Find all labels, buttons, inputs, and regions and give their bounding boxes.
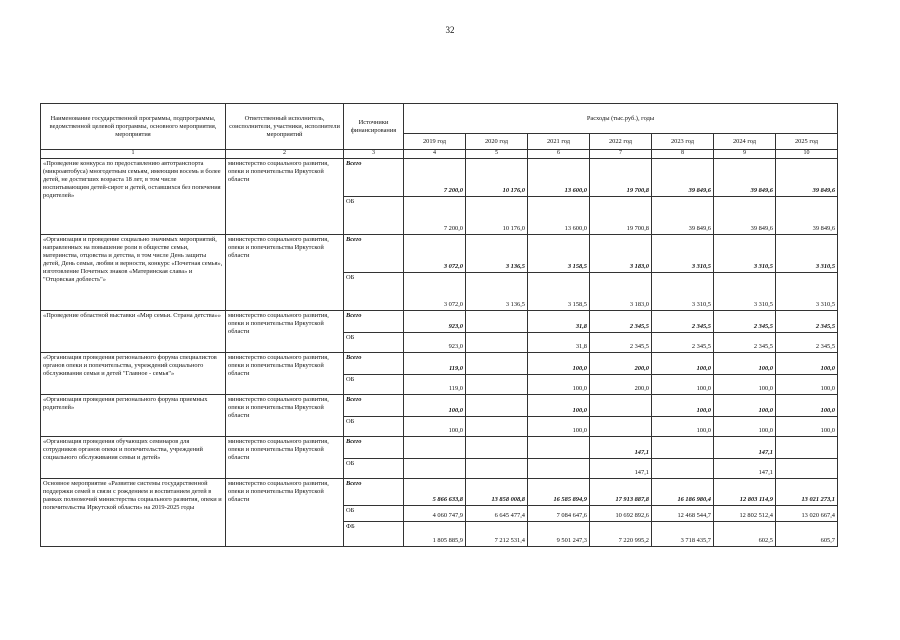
expense-value: 17 913 887,8 (590, 478, 652, 505)
expense-value: 3 310,5 (714, 234, 776, 272)
funding-source: ОБ (344, 272, 404, 310)
expense-value: 100,0 (776, 416, 838, 436)
funding-source: ОБ (344, 332, 404, 352)
expense-value: 2 345,5 (776, 310, 838, 332)
expense-value: 147,1 (714, 458, 776, 478)
expense-value: 2 345,5 (590, 332, 652, 352)
activity-executor: министерство социального развития, опеки и попечительства Иркутской области (226, 352, 344, 394)
expense-value (466, 416, 528, 436)
expense-value: 3 072,0 (404, 272, 466, 310)
expense-value: 39 849,6 (652, 196, 714, 234)
expense-value: 7 084 647,6 (528, 505, 590, 521)
header-year: 2021 год (528, 134, 590, 150)
funding-source: ОБ (344, 196, 404, 234)
expense-value: 100,0 (652, 394, 714, 416)
expense-value: 602,5 (714, 521, 776, 546)
expense-value: 19 700,8 (590, 158, 652, 196)
expense-value (466, 352, 528, 374)
funding-source: ОБ (344, 374, 404, 394)
expense-value: 12 803 114,9 (714, 478, 776, 505)
column-index: 10 (776, 150, 838, 159)
expense-value: 100,0 (714, 374, 776, 394)
header-executor: Ответственный исполнитель, соисполнители, участники, исполнители мероприятий (226, 104, 344, 150)
table-row (41, 394, 838, 416)
header-year: 2022 год (590, 134, 652, 150)
expense-value: 3 310,5 (776, 234, 838, 272)
activity-executor: министерство социального развития, опеки и попечительства Иркутской области (226, 436, 344, 478)
expense-value (466, 310, 528, 332)
column-index: 7 (590, 150, 652, 159)
expense-value: 3 072,0 (404, 234, 466, 272)
funding-source: Всего (344, 436, 404, 458)
expense-value: 100,0 (528, 374, 590, 394)
funding-source: Всего (344, 310, 404, 332)
funding-source: ОБ (344, 505, 404, 521)
header-year: 2019 год (404, 134, 466, 150)
expense-value: 16 585 894,9 (528, 478, 590, 505)
expense-value: 2 345,5 (652, 310, 714, 332)
header-year: 2024 год (714, 134, 776, 150)
expense-value: 2 345,5 (590, 310, 652, 332)
funding-source: ФБ (344, 521, 404, 546)
activity-name: «Проведение конкурса по предоставлению автотранспорта (микроавтобуса) многодетным семьям, имеющим восемь и более детей, не достигших возраста 18 лет, в том числе воспитывающим детей-сирот и детей, оставшихся без попечения родителей» (41, 158, 226, 234)
expense-value: 119,0 (404, 374, 466, 394)
expense-value: 10 692 892,6 (590, 505, 652, 521)
activity-name: «Организация проведения регионального форума специалистов органов опеки и попечительства, учреждений социального обслуживания семьи и детей "Главное - семья"» (41, 352, 226, 394)
column-index: 3 (344, 150, 404, 159)
expense-value (466, 436, 528, 458)
activity-name: «Организация и проведение социально значимых мероприятий, направленных на повышение роли в обществе семьи, материнства, отцовства и детства, в том числе День защиты детей, День семьи, любви и верности, конкурс «Почетная семья», изготовление Почетных знаков «Материнская слава» и "Отцовская доблесть"» (41, 234, 226, 310)
header-source: Источники финансирования (344, 104, 404, 150)
expense-value: 100,0 (776, 374, 838, 394)
expense-value (404, 458, 466, 478)
expense-value: 200,0 (590, 352, 652, 374)
expense-value: 100,0 (714, 416, 776, 436)
expense-value: 5 866 633,8 (404, 478, 466, 505)
header-year: 2025 год (776, 134, 838, 150)
expense-value: 10 176,0 (466, 196, 528, 234)
expense-value: 100,0 (652, 352, 714, 374)
expense-value (776, 458, 838, 478)
activity-executor: министерство социального развития, опеки и попечительства Иркутской области (226, 478, 344, 546)
expense-value: 3 310,5 (776, 272, 838, 310)
expense-value: 2 345,5 (776, 332, 838, 352)
expense-value: 2 345,5 (714, 332, 776, 352)
expense-value: 3 136,5 (466, 234, 528, 272)
expense-value: 13 020 667,4 (776, 505, 838, 521)
column-index: 8 (652, 150, 714, 159)
column-index: 1 (41, 150, 226, 159)
expense-value: 9 501 247,3 (528, 521, 590, 546)
expense-value: 3 183,0 (590, 272, 652, 310)
header-expenses: Расходы (тыс.руб.), годы (404, 104, 838, 134)
expense-value: 12 802 512,4 (714, 505, 776, 521)
expense-value (652, 458, 714, 478)
column-index: 4 (404, 150, 466, 159)
expense-value: 13 858 008,8 (466, 478, 528, 505)
activity-executor: министерство социального развития, опеки и попечительства Иркутской области (226, 394, 344, 436)
activity-executor: министерство социального развития, опеки и попечительства Иркутской области (226, 310, 344, 352)
header-year: 2023 год (652, 134, 714, 150)
table-row (41, 436, 838, 458)
expense-value: 147,1 (714, 436, 776, 458)
expense-value: 100,0 (652, 416, 714, 436)
expense-value: 3 718 435,7 (652, 521, 714, 546)
column-index: 6 (528, 150, 590, 159)
activity-name: «Организация проведения обучающих семинаров для сотрудников органов опеки и попечительства, учреждений социального обслуживания семьи и детей» (41, 436, 226, 478)
expense-value: 16 186 980,4 (652, 478, 714, 505)
expense-value (466, 458, 528, 478)
expense-value: 3 158,5 (528, 272, 590, 310)
activity-executor: министерство социального развития, опеки и попечительства Иркутской области (226, 234, 344, 310)
expense-value: 100,0 (528, 394, 590, 416)
expense-value: 3 158,5 (528, 234, 590, 272)
expense-value: 3 310,5 (652, 272, 714, 310)
expense-value (466, 332, 528, 352)
expense-value: 3 136,5 (466, 272, 528, 310)
table-row (41, 310, 838, 332)
expense-value: 7 220 995,2 (590, 521, 652, 546)
expense-value: 605,7 (776, 521, 838, 546)
expense-value (528, 458, 590, 478)
expense-value: 100,0 (776, 352, 838, 374)
expense-value: 31,8 (528, 332, 590, 352)
expense-value: 13 021 273,1 (776, 478, 838, 505)
expense-value: 7 212 531,4 (466, 521, 528, 546)
expense-value: 147,1 (590, 458, 652, 478)
expense-value: 39 849,6 (714, 158, 776, 196)
expense-value: 100,0 (714, 394, 776, 416)
funding-source: ОБ (344, 416, 404, 436)
expense-value: 1 805 885,9 (404, 521, 466, 546)
funding-source: Всего (344, 234, 404, 272)
expense-value (466, 374, 528, 394)
expense-value: 39 849,6 (776, 158, 838, 196)
page-number: 32 (445, 25, 455, 35)
expense-value: 3 310,5 (714, 272, 776, 310)
expenses-table (40, 103, 838, 547)
column-index: 9 (714, 150, 776, 159)
column-index: 2 (226, 150, 344, 159)
activity-name: Основное мероприятие «Развитие системы государственной поддержки семей в связи с рождением и воспитанием детей в рамках полномочий министерства социального развития, опеки и попечительства Иркутской области» на 2019-2025 годы (41, 478, 226, 546)
expense-value: 100,0 (714, 352, 776, 374)
expense-value (466, 394, 528, 416)
expense-value: 39 849,6 (652, 158, 714, 196)
table-row (41, 352, 838, 374)
expense-value: 7 200,0 (404, 196, 466, 234)
activity-name: «Проведение областной выставки «Мир семьи. Страна детства»» (41, 310, 226, 352)
table-row (41, 234, 838, 272)
activity-executor: министерство социального развития, опеки и попечительства Иркутской области (226, 158, 344, 234)
expense-value: 39 849,6 (776, 196, 838, 234)
funding-source: Всего (344, 352, 404, 374)
expense-value: 12 468 544,7 (652, 505, 714, 521)
expense-value: 39 849,6 (714, 196, 776, 234)
expense-value: 923,0 (404, 332, 466, 352)
expense-value: 200,0 (590, 374, 652, 394)
expense-value: 2 345,5 (714, 310, 776, 332)
expense-value: 2 345,5 (652, 332, 714, 352)
funding-source: Всего (344, 394, 404, 416)
table-row (41, 158, 838, 196)
expense-value: 10 176,0 (466, 158, 528, 196)
header-year: 2020 год (466, 134, 528, 150)
funding-source: ОБ (344, 458, 404, 478)
expense-value: 31,8 (528, 310, 590, 332)
expense-value: 147,1 (590, 436, 652, 458)
expense-value: 100,0 (528, 352, 590, 374)
expense-value: 100,0 (776, 394, 838, 416)
funding-source: Всего (344, 158, 404, 196)
table-row (41, 478, 838, 505)
expense-value (776, 436, 838, 458)
expense-value (404, 436, 466, 458)
expense-value (652, 436, 714, 458)
column-index: 5 (466, 150, 528, 159)
activity-name: «Организация проведения регионального форума приемных родителей» (41, 394, 226, 436)
expense-value: 3 183,0 (590, 234, 652, 272)
expense-value: 100,0 (652, 374, 714, 394)
expense-value: 119,0 (404, 352, 466, 374)
expense-value (528, 436, 590, 458)
expense-value: 100,0 (404, 394, 466, 416)
expense-value (590, 416, 652, 436)
expense-value: 923,0 (404, 310, 466, 332)
expense-value: 13 600,0 (528, 196, 590, 234)
expense-value: 100,0 (404, 416, 466, 436)
expense-value: 100,0 (528, 416, 590, 436)
expense-value: 7 200,0 (404, 158, 466, 196)
expense-value: 6 645 477,4 (466, 505, 528, 521)
expense-value: 19 700,8 (590, 196, 652, 234)
expense-value: 3 310,5 (652, 234, 714, 272)
expense-value (590, 394, 652, 416)
header-name: Наименование государственной программы, подпрограммы, ведомственной целевой программы, основного мероприятия, мероприятия (41, 104, 226, 150)
funding-source: Всего (344, 478, 404, 505)
expense-value: 4 060 747,9 (404, 505, 466, 521)
expense-value: 13 600,0 (528, 158, 590, 196)
